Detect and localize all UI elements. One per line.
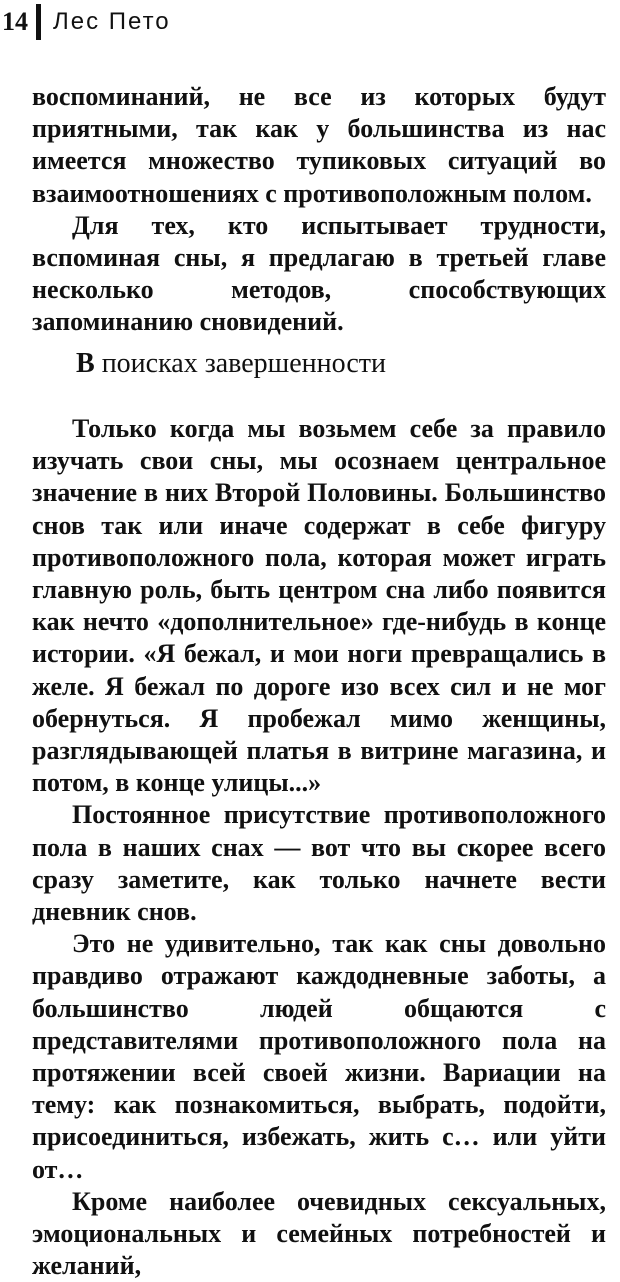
paragraph: Кроме наиболее очевидных сексуальных, эмоциональных и семейных потребностей и желаний,	[32, 1186, 606, 1281]
page-header	[0, 4, 171, 40]
paragraph-continued: воспоминаний, не все из которых будут приятными, так как у большинства из нас имеется множество тупиковых ситуаций во взаимоотношениях с противоположным полом.	[32, 82, 606, 208]
section-heading-initial: В	[76, 348, 95, 379]
section-heading	[76, 348, 386, 380]
section-text-block	[32, 413, 606, 1282]
header-divider	[36, 4, 41, 40]
page-number: 14	[2, 7, 28, 36]
paragraph: Для тех, кто испытывает трудности, вспоминая сны, я предлагаю в третьей главе несколько методов, способствующих запоминанию сновидений.	[32, 210, 606, 337]
section-heading-text: поисках завершенности	[94, 348, 386, 379]
paragraph: Это не удивительно, так как сны довольно правдиво отражают каждодневные заботы, а большинство людей общаются с представителями противоположного пола на протяжении всей своей жизни. Вариации на тему: как познакомиться, выбрать, подойти, присоединиться, избежать, жить с… или уйти от…	[32, 929, 606, 1184]
intro-text-block	[32, 81, 606, 339]
running-title: Лес Пето	[53, 8, 171, 35]
paragraph: Только когда мы возьмем себе за правило изучать свои сны, мы осознаем центральное значение в них Второй Половины. Большинство снов так или иначе содержат в себе фигуру противоположного пола, которая может играть главную роль, быть центром сна либо появится как нечто «дополнительное» где-нибудь в конце истории. «Я бежал, и мои ноги превращались в желе. Я бежал по дороге изо всех сил и не мог обернуться. Я пробежал мимо женщины, разглядывающей платья в витрине магазина, и потом, в конце улицы...»	[32, 414, 606, 798]
paragraph: Постоянное присутствие противоположного пола в наших снах — вот что вы скорее всего сразу заметите, как только начнете вести дневник снов.	[32, 800, 606, 927]
